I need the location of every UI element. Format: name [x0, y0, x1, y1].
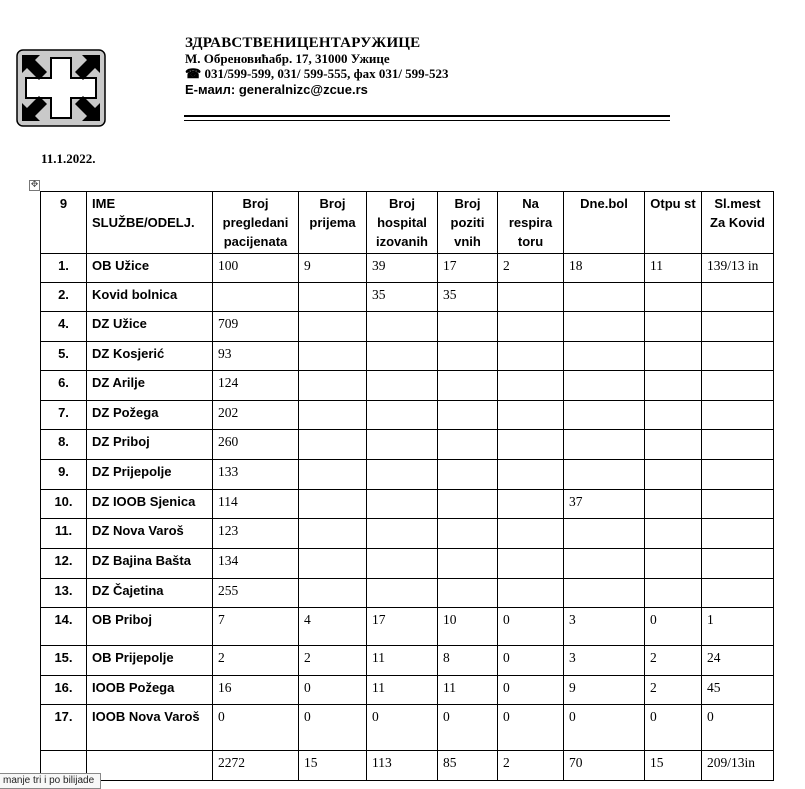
value-cell: [367, 342, 438, 371]
service-name-cell: DZ Požega: [87, 401, 213, 430]
header-cell: Broj prijema: [299, 192, 367, 254]
value-cell: 15: [299, 751, 367, 781]
value-cell: 113: [367, 751, 438, 781]
value-cell: [564, 312, 645, 342]
value-cell: [702, 519, 774, 549]
value-cell: 209/13in: [702, 751, 774, 781]
value-cell: [498, 430, 564, 460]
value-cell: [564, 519, 645, 549]
value-cell: [564, 549, 645, 579]
value-cell: 3: [564, 608, 645, 646]
value-cell: [498, 401, 564, 430]
value-cell: 35: [367, 283, 438, 312]
value-cell: [564, 579, 645, 608]
value-cell: 7: [213, 608, 299, 646]
value-cell: 709: [213, 312, 299, 342]
value-cell: [702, 430, 774, 460]
service-name-cell: DZ Prijepolje: [87, 460, 213, 490]
value-cell: [645, 519, 702, 549]
value-cell: 93: [213, 342, 299, 371]
value-cell: [564, 430, 645, 460]
table-row: [41, 342, 774, 371]
row-number-cell: 12.: [41, 549, 87, 579]
table-row: [41, 519, 774, 549]
row-number-cell: 14.: [41, 608, 87, 646]
service-name-cell: DZ IOOB Sjenica: [87, 490, 213, 519]
value-cell: [498, 312, 564, 342]
value-cell: 0: [498, 646, 564, 676]
value-cell: [645, 401, 702, 430]
row-number-cell: 13.: [41, 579, 87, 608]
value-cell: 133: [213, 460, 299, 490]
value-cell: 0: [645, 705, 702, 751]
value-cell: [367, 460, 438, 490]
value-cell: 2: [498, 751, 564, 781]
value-cell: 0: [645, 608, 702, 646]
value-cell: 85: [438, 751, 498, 781]
value-cell: [702, 460, 774, 490]
value-cell: 123: [213, 519, 299, 549]
value-cell: 2: [299, 646, 367, 676]
value-cell: 0: [438, 705, 498, 751]
value-cell: [367, 579, 438, 608]
service-name-cell: OB Užice: [87, 254, 213, 283]
row-number-cell: 11.: [41, 519, 87, 549]
row-number-cell: 17.: [41, 705, 87, 751]
table-move-handle-icon[interactable]: ✥: [30, 180, 39, 190]
row-number-cell: 1.: [41, 254, 87, 283]
value-cell: 4: [299, 608, 367, 646]
organization-email: Е-маил: generalnizc@zcue.rs: [185, 82, 368, 97]
value-cell: 2272: [213, 751, 299, 781]
value-cell: 134: [213, 549, 299, 579]
report-table: [40, 191, 774, 781]
row-number-cell: 15.: [41, 646, 87, 676]
value-cell: 11: [367, 646, 438, 676]
value-cell: [299, 342, 367, 371]
service-name-cell: [87, 751, 213, 781]
header-rule-thin: [184, 120, 670, 121]
value-cell: [367, 430, 438, 460]
service-name-cell: DZ Užice: [87, 312, 213, 342]
value-cell: 2: [645, 646, 702, 676]
table-row: [41, 549, 774, 579]
health-center-logo: [16, 49, 106, 127]
value-cell: 124: [213, 371, 299, 401]
value-cell: 15: [645, 751, 702, 781]
value-cell: [702, 371, 774, 401]
value-cell: [299, 371, 367, 401]
value-cell: [367, 312, 438, 342]
header-cell: Dne.bol: [564, 192, 645, 254]
value-cell: 0: [299, 705, 367, 751]
table-row: [41, 490, 774, 519]
service-name-cell: DZ Kosjerić: [87, 342, 213, 371]
header-cell: Sl.mest Za Kovid: [702, 192, 774, 254]
value-cell: [438, 401, 498, 430]
value-cell: [367, 549, 438, 579]
value-cell: 35: [438, 283, 498, 312]
header-cell: Otpu st: [645, 192, 702, 254]
table-row: [41, 283, 774, 312]
value-cell: [498, 579, 564, 608]
value-cell: 0: [367, 705, 438, 751]
table-row: [41, 371, 774, 401]
table-row: [41, 608, 774, 646]
row-number-cell: 16.: [41, 676, 87, 705]
value-cell: 17: [438, 254, 498, 283]
value-cell: [213, 283, 299, 312]
value-cell: [299, 430, 367, 460]
row-number-cell: 9.: [41, 460, 87, 490]
row-number-cell: 6.: [41, 371, 87, 401]
table-row: [41, 751, 774, 781]
value-cell: 2: [213, 646, 299, 676]
value-cell: 114: [213, 490, 299, 519]
value-cell: [299, 490, 367, 519]
value-cell: 17: [367, 608, 438, 646]
table-row: [41, 460, 774, 490]
value-cell: [438, 371, 498, 401]
value-cell: [645, 549, 702, 579]
value-cell: [438, 430, 498, 460]
value-cell: 37: [564, 490, 645, 519]
value-cell: 255: [213, 579, 299, 608]
organization-name: ЗДРАВСТВЕНИЦЕНТАРУЖИЦЕ: [185, 35, 421, 51]
value-cell: [498, 371, 564, 401]
header-cell: 9: [41, 192, 87, 254]
row-number-cell: 10.: [41, 490, 87, 519]
table-row: [41, 646, 774, 676]
organization-address: М. Обреновићабр. 17, 31000 Ужице: [185, 51, 390, 66]
value-cell: [438, 519, 498, 549]
value-cell: [367, 490, 438, 519]
value-cell: [299, 460, 367, 490]
header-cell: IME SLUŽBE/ODELJ.: [87, 192, 213, 254]
value-cell: 10: [438, 608, 498, 646]
value-cell: [438, 460, 498, 490]
header-cell: Broj hospital izovanih: [367, 192, 438, 254]
table-header-row: [41, 192, 774, 254]
service-name-cell: OB Priboj: [87, 608, 213, 646]
value-cell: 0: [213, 705, 299, 751]
value-cell: [498, 283, 564, 312]
value-cell: [645, 460, 702, 490]
value-cell: 0: [299, 676, 367, 705]
value-cell: [438, 579, 498, 608]
value-cell: [645, 490, 702, 519]
value-cell: [702, 401, 774, 430]
value-cell: 100: [213, 254, 299, 283]
value-cell: [702, 579, 774, 608]
value-cell: [702, 283, 774, 312]
value-cell: 39: [367, 254, 438, 283]
table-row: [41, 579, 774, 608]
value-cell: 9: [299, 254, 367, 283]
organization-phone: ☎ 031/599-599, 031/ 599-555, фах 031/ 599-523: [185, 66, 449, 81]
value-cell: [299, 312, 367, 342]
value-cell: [299, 549, 367, 579]
value-cell: 45: [702, 676, 774, 705]
value-cell: [438, 490, 498, 519]
row-number-cell: 7.: [41, 401, 87, 430]
table-row: [41, 430, 774, 460]
service-name-cell: DZ Arilje: [87, 371, 213, 401]
value-cell: [564, 401, 645, 430]
value-cell: [299, 519, 367, 549]
value-cell: [645, 371, 702, 401]
value-cell: [367, 519, 438, 549]
value-cell: 16: [213, 676, 299, 705]
value-cell: 2: [498, 254, 564, 283]
value-cell: 0: [498, 705, 564, 751]
value-cell: [498, 342, 564, 371]
value-cell: [645, 312, 702, 342]
value-cell: 9: [564, 676, 645, 705]
value-cell: [438, 549, 498, 579]
value-cell: 1: [702, 608, 774, 646]
value-cell: 260: [213, 430, 299, 460]
value-cell: 11: [367, 676, 438, 705]
value-cell: [498, 490, 564, 519]
table-row: [41, 254, 774, 283]
value-cell: [367, 401, 438, 430]
service-name-cell: DZ Bajina Bašta: [87, 549, 213, 579]
service-name-cell: IOOB Požega: [87, 676, 213, 705]
value-cell: [645, 283, 702, 312]
value-cell: [702, 312, 774, 342]
row-number-cell: 5.: [41, 342, 87, 371]
header-cell: Broj pregledani pacijenata: [213, 192, 299, 254]
status-tooltip: manje tri i po bilijade: [0, 773, 101, 789]
service-name-cell: IOOB Nova Varoš: [87, 705, 213, 751]
table-row: [41, 401, 774, 430]
value-cell: [367, 371, 438, 401]
value-cell: 70: [564, 751, 645, 781]
value-cell: 2: [645, 676, 702, 705]
row-number-cell: 4.: [41, 312, 87, 342]
letterhead: [185, 36, 449, 97]
service-name-cell: OB Prijepolje: [87, 646, 213, 676]
header-rule-thick: [184, 115, 670, 117]
table-row: [41, 705, 774, 751]
value-cell: 24: [702, 646, 774, 676]
value-cell: 0: [564, 705, 645, 751]
value-cell: [498, 549, 564, 579]
value-cell: [702, 342, 774, 371]
value-cell: [702, 490, 774, 519]
service-name-cell: DZ Priboj: [87, 430, 213, 460]
service-name-cell: DZ Čajetina: [87, 579, 213, 608]
value-cell: 8: [438, 646, 498, 676]
value-cell: 0: [498, 676, 564, 705]
value-cell: [564, 342, 645, 371]
value-cell: [564, 460, 645, 490]
document-date: 11.1.2022.: [41, 151, 96, 166]
value-cell: [438, 342, 498, 371]
header-cell: Broj poziti vnih: [438, 192, 498, 254]
table-row: [41, 312, 774, 342]
value-cell: [498, 519, 564, 549]
header-cell: Na respira toru: [498, 192, 564, 254]
row-number-cell: 8.: [41, 430, 87, 460]
value-cell: 3: [564, 646, 645, 676]
value-cell: 202: [213, 401, 299, 430]
value-cell: 0: [702, 705, 774, 751]
value-cell: 11: [438, 676, 498, 705]
value-cell: 139/13 in: [702, 254, 774, 283]
row-number-cell: 2.: [41, 283, 87, 312]
value-cell: [438, 312, 498, 342]
service-name-cell: DZ Nova Varoš: [87, 519, 213, 549]
value-cell: [564, 283, 645, 312]
value-cell: 11: [645, 254, 702, 283]
value-cell: [299, 283, 367, 312]
value-cell: [564, 371, 645, 401]
value-cell: [702, 549, 774, 579]
value-cell: [299, 401, 367, 430]
value-cell: [498, 460, 564, 490]
value-cell: [645, 342, 702, 371]
table-row: [41, 676, 774, 705]
value-cell: [645, 579, 702, 608]
value-cell: [645, 430, 702, 460]
value-cell: [299, 579, 367, 608]
value-cell: 0: [498, 608, 564, 646]
value-cell: 18: [564, 254, 645, 283]
service-name-cell: Kovid bolnica: [87, 283, 213, 312]
